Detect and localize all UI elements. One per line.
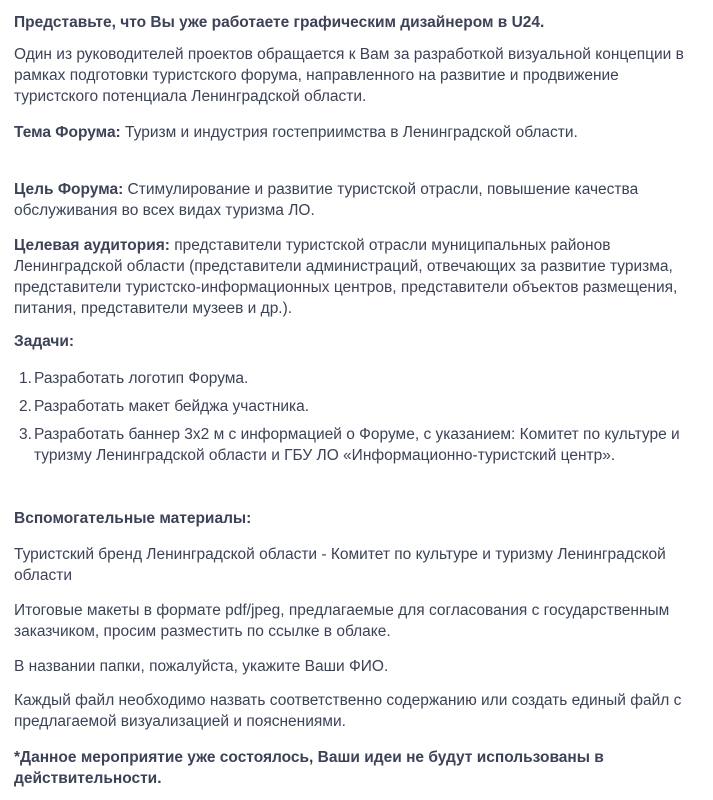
forum-theme-text: Туризм и индустрия гостеприимства в Ленинградской области.: [120, 124, 578, 141]
disclaimer-note: *Данное мероприятие уже состоялось, Ваши идеи не будут использованы в действительности.: [14, 749, 604, 787]
forum-theme-label: Тема Форума:: [14, 124, 121, 141]
tasks-list: [14, 368, 699, 466]
target-audience-label: Целевая аудитория:: [14, 237, 170, 254]
forum-goal-label: Цель Форума:: [14, 181, 124, 198]
forum-theme: [14, 122, 699, 143]
materials-heading: Вспомогательные материалы:: [14, 510, 252, 527]
files-paragraph: Каждый файл необходимо назвать соответственно содержанию или создать единый файл с предлагаемой визуализацией и пояснениями.: [14, 692, 682, 730]
list-item-number: 3.: [19, 426, 32, 443]
forum-goal: [14, 179, 699, 221]
folder-paragraph: В названии папки, пожалуйста, укажите Ваши ФИО.: [14, 658, 389, 675]
list-item-text: Разработать логотип Форума.: [34, 370, 249, 387]
intro-heading: Представьте, что Вы уже работаете графическим дизайнером в U24.: [14, 14, 545, 31]
list-item: [14, 368, 699, 389]
list-item-number: 1.: [19, 370, 32, 387]
list-item-text: Разработать макет бейджа участника.: [34, 398, 310, 415]
list-item: [14, 396, 699, 417]
list-item-number: 2.: [19, 398, 32, 415]
materials-paragraph: Туристский бренд Ленинградской области - Комитет по культуре и туризму Ленинградской области: [14, 546, 666, 584]
target-audience-text: представители туристской отрасли муниципальных районов Ленинградской области (представители администраций, отвечающих за развитие туризма, представители туристско-информационных центров, представители объектов размещения, питания, представители музеев и др.).: [14, 237, 678, 317]
format-paragraph: Итоговые макеты в формате pdf/jpeg, предлагаемые для согласования с государственным заказчиком, просим разместить по ссылке в облаке.: [14, 602, 670, 640]
forum-goal-text: Стимулирование и развитие туристской отрасли, повышение качества обслуживания во всех видах туризма ЛО.: [14, 181, 639, 219]
tasks-heading: Задачи:: [14, 333, 75, 350]
list-item: [14, 424, 699, 466]
request-paragraph: Один из руководителей проектов обращается к Вам за разработкой визуальной концепции в рамках подготовки туристского форума, направленного на развитие и продвижение туристского потенциала Ленинградской области.: [14, 46, 684, 105]
target-audience: [14, 235, 699, 319]
list-item-continuation: туризму Ленинградской области и ГБУ ЛО «Информационно-туристский центр».: [34, 447, 616, 464]
list-item-text: Разработать баннер 3х2 м с информацией о Форуме, с указанием: Комитет по культуре и: [34, 426, 680, 443]
